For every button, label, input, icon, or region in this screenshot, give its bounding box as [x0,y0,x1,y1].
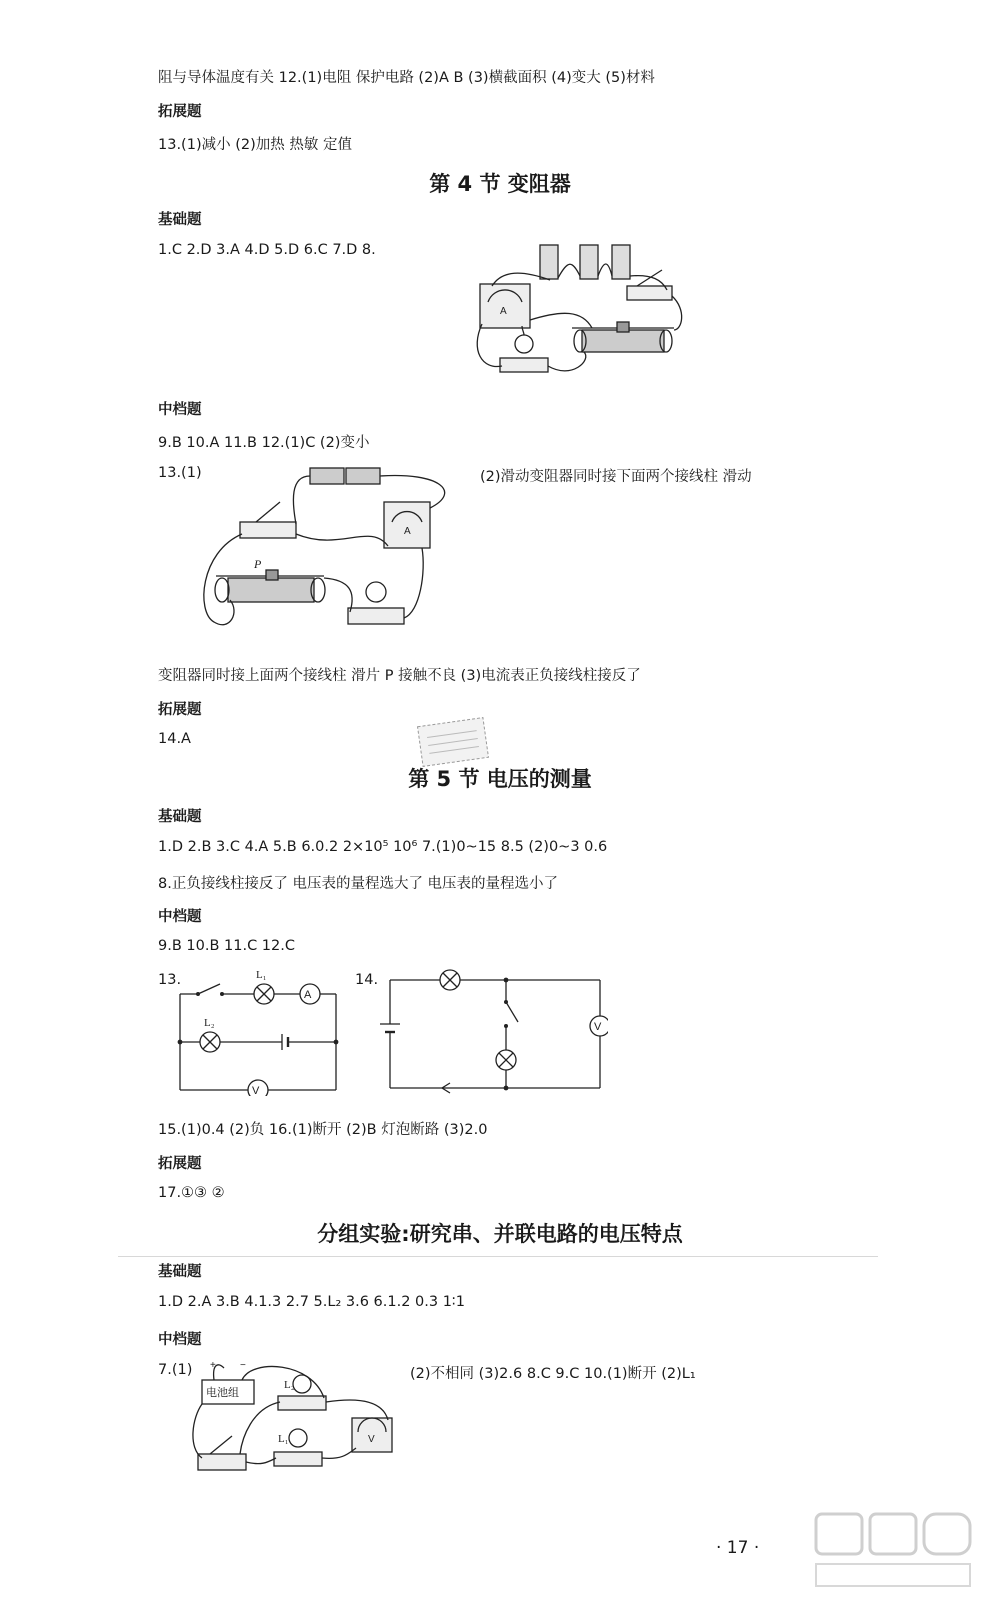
subsection-label: 拓展题 [158,104,202,120]
plus-sign: + [210,1360,216,1371]
battery-pack-label: 电池组 [206,1386,239,1399]
question-label: 7.(1) [158,1362,193,1378]
question-label: 13. [158,972,182,988]
voltmeter-symbol: V [252,1085,260,1096]
circuit-diagram-14 [378,966,608,1096]
answer-line: (2)不相同 (3)2.6 8.C 9.C 10.(1)断开 (2)L₁ [410,1366,696,1382]
stamp-image [415,715,490,768]
divider [118,1256,878,1257]
section-title: 第 5 节 电压的测量 [408,767,592,791]
subsection-label: 中档题 [158,909,202,925]
answer-line: 9.B 10.B 11.C 12.C [158,938,295,954]
watermark-logo [808,1508,986,1592]
question-label: 14. [355,972,379,988]
subsection-label: 拓展题 [158,1156,202,1172]
question-label: 13.(1) [158,465,202,481]
subsection-label: 基础题 [158,809,202,825]
page-number: · 17 · [716,1538,760,1558]
lamp-label: L₂ [204,1017,215,1029]
answer-line: 1.D 2.B 3.C 4.A 5.B 6.0.2 2×10⁵ 10⁶ 7.(1)0~15 8.5 (2)0~3 0.6 [158,839,608,855]
ammeter-label: A [404,526,411,537]
voltmeter-label: V [368,1434,375,1445]
subsection-label: 中档题 [158,1332,202,1348]
ammeter-symbol: A [304,989,312,1001]
subsection-label: 基础题 [158,212,202,228]
answer-line: 13.(1)减小 (2)加热 热敏 定值 [158,137,352,153]
lamp-label: L₂ [284,1379,295,1391]
ammeter-label: A [500,306,507,317]
subsection-label: 基础题 [158,1264,202,1280]
lamp-label: L₁ [256,969,267,981]
lamp-label: L₁ [278,1433,289,1445]
circuit-diagram-13 [170,966,345,1096]
subsection-label: 拓展题 [158,702,202,718]
slider-label: P [254,557,262,571]
answer-line: 8.正负接线柱接反了 电压表的量程选大了 电压表的量程选小了 [158,876,559,892]
rheostat-circuit-figure-2 [200,462,470,640]
answer-line: 9.B 10.A 11.B 12.(1)C (2)变小 [158,435,370,451]
answer-line: (2)滑动变阻器同时接下面两个接线柱 滑动 [480,469,752,485]
answer-line: 阻与导体温度有关 12.(1)电阻 保护电路 (2)A B (3)横截面积 (4)变大 (5)材料 [158,70,655,86]
minus-sign: − [240,1360,246,1371]
answer-line: 17.①③ ② [158,1185,225,1201]
answer-line: 14.A [158,731,191,747]
series-circuit-figure [192,1358,407,1480]
answer-line: 15.(1)0.4 (2)负 16.(1)断开 (2)B 灯泡断路 (3)2.0 [158,1122,488,1138]
answer-line: 变阻器同时接上面两个接线柱 滑片 P 接触不良 (3)电流表正负接线柱接反了 [158,668,641,684]
voltmeter-symbol: V [594,1021,602,1033]
section-title: 第 4 节 变阻器 [429,172,571,196]
subsection-label: 中档题 [158,402,202,418]
answer-line: 1.C 2.D 3.A 4.D 5.D 6.C 7.D 8. [158,242,376,258]
answer-line: 1.D 2.A 3.B 4.1.3 2.7 5.L₂ 3.6 6.1.2 0.3 1∶1 [158,1294,465,1310]
rheostat-circuit-figure-1 [462,240,692,390]
section-title: 分组实验:研究串、并联电路的电压特点 [317,1222,683,1246]
